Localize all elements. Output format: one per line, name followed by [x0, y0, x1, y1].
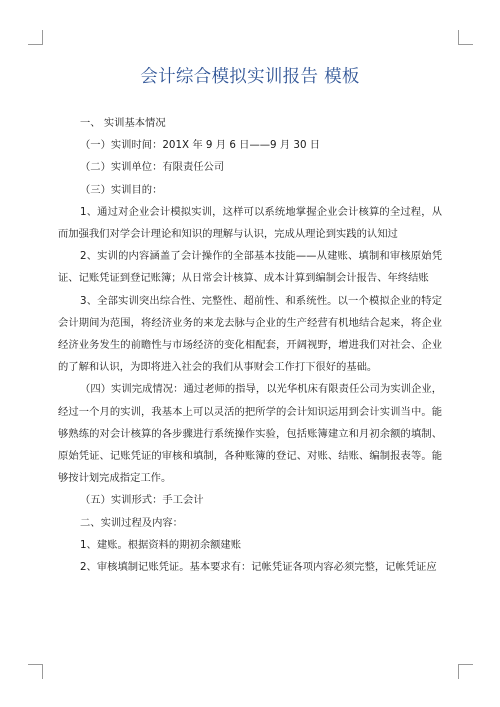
paragraph-completion: （四）实训完成情况：通过老师的指导，以光华机床有限责任公司为实训企业，经过一个月的实训，我基本上可以灵活的把所学的会计知识运用到会计实训当中。能够熟练的对会计核算的各步骤进行系统操作实验，包括账簿建立和月初余额的填制、原始凭证、记账凭证的审核和填制，各种账簿的登记、对账、结账、编制报表等。能够按计划完成指定工作。 — [58, 383, 442, 485]
crop-mark-top-right — [458, 30, 473, 45]
crop-mark-bottom-left — [28, 664, 43, 679]
crop-mark-top-left — [28, 30, 43, 45]
paragraph-process-1: 1、建账。根据资料的期初余额建账 — [80, 538, 242, 551]
paragraph-purpose-1: 1、通过对企业会计模拟实训，这样可以系统地掌握企业会计核算的全过程，从而加强我们对学会计理论和知识的理解与认识，完成从理论到实践的认知过 — [58, 205, 442, 241]
section-heading-basic-info: 一、 实训基本情况 — [80, 117, 166, 129]
paragraph-training-unit: （二）实训单位：有限责任公司 — [80, 161, 225, 174]
paragraph-purpose-2: 2、实训的内容涵盖了会计操作的全部基本技能——从建账、填制和审核原始凭证、记账凭证到登记账簿；从日常会计核算、成本计算到编制会计报告、年终结账 — [58, 250, 442, 285]
paragraph-training-purpose: （三）实训目的： — [80, 183, 163, 196]
paragraph-training-form: （五）实训形式：手工会计 — [80, 494, 204, 507]
paragraph-training-time: （一）实训时间：201X 年 9 月 6 日——9 月 30 日 — [80, 139, 321, 152]
paragraph-purpose-3: 3、全部实训突出综合性、完整性、超前性、和系统性。以一个模拟企业的特定会计期间为范围，将经济业务的来龙去脉与企业的生产经营有机地结合起来，将企业经济业务发生的前瞻性与市场经济的变化相配套，开阔视野，增进我们对社会、企业的了解和认识，为即将进入社会的我们从事财会工作打下很好的基础。 — [58, 294, 442, 374]
document-body — [58, 112, 442, 578]
paragraph-process-2: 2、审核填制记账凭证。基本要求有：记帐凭证各项内容必须完整，记帐凭证应 — [80, 561, 437, 574]
document-title: 会计综合模拟实训报告 模板 — [140, 67, 360, 87]
section-heading-process: 二、实训过程及内容： — [80, 516, 183, 529]
crop-mark-bottom-right — [458, 664, 473, 679]
